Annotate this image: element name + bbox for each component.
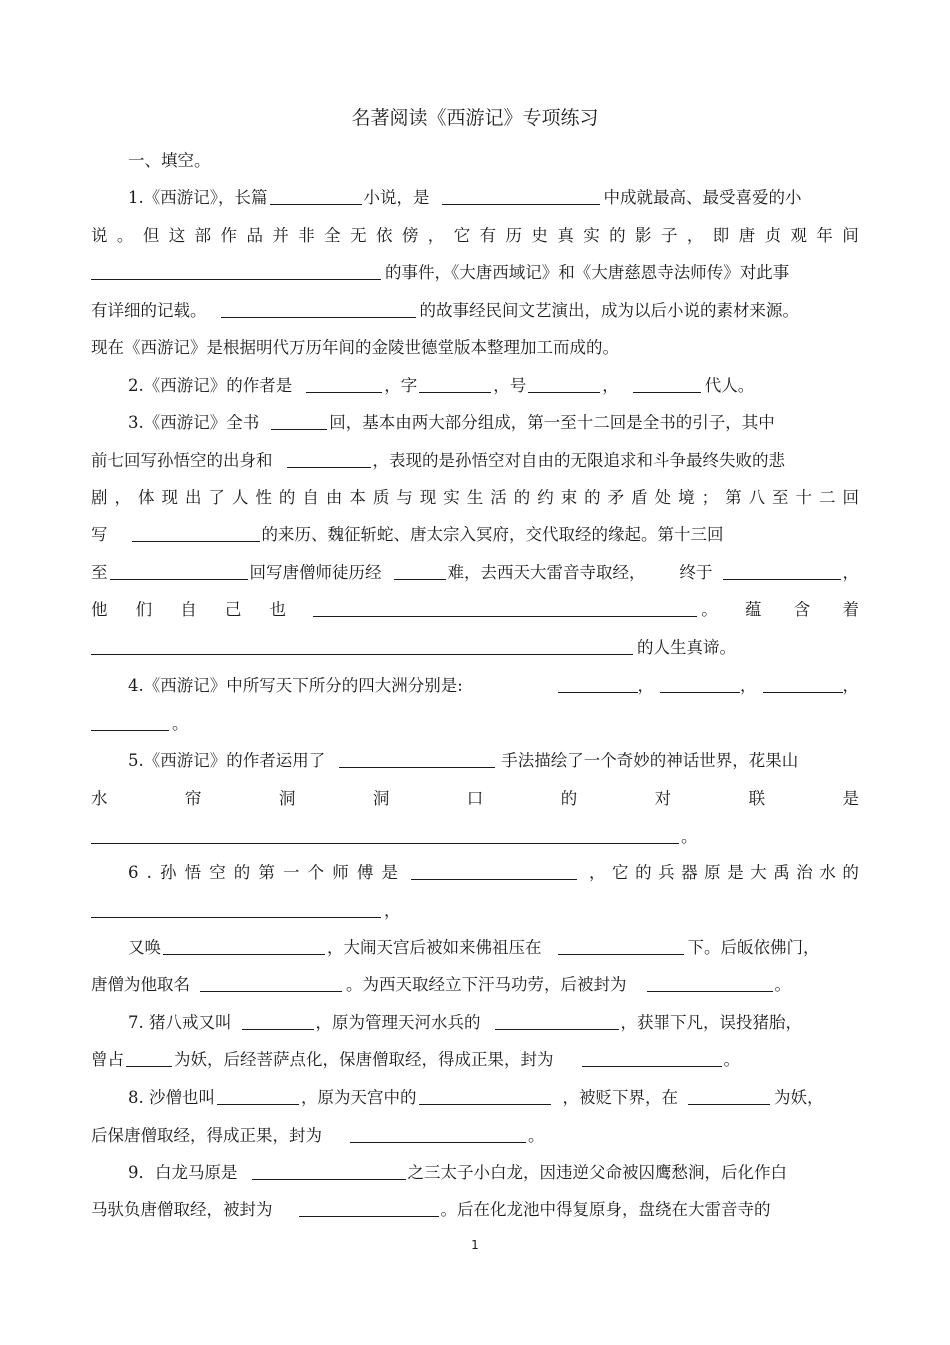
distributed-char: 回 (842, 488, 859, 507)
q3-line-6: 他 们 自 己 也 。 蕴 含 着 (91, 595, 859, 625)
distributed-char: 观 (790, 226, 807, 245)
distributed-char: 无 (350, 226, 367, 245)
answer-blank[interactable] (306, 371, 382, 393)
answer-blank[interactable] (242, 1008, 314, 1030)
distributed-char: 治 (796, 863, 813, 882)
distributed-char: 对 (654, 789, 672, 808)
distributed-char: 本 (349, 488, 366, 507)
q4-line-1: 4.《西游记》中所写天下所分的四大洲分别是: ， ， ， (128, 671, 859, 701)
distributed-char: 间 (842, 226, 859, 245)
distributed-char: 贞 (764, 226, 782, 245)
distributed-char: 个 (307, 863, 325, 882)
distributed-char: 口 (466, 789, 484, 808)
distributed-char: 质 (372, 488, 390, 507)
distributed-char: 现 (161, 488, 178, 507)
distributed-char: 洞 (372, 789, 390, 808)
q1-line-4: 有详细的记载。 的故事经民间文艺演出，成为以后小说的素材来源。 (91, 296, 859, 326)
distributed-char: 他 (91, 600, 108, 619)
distributed-char: 年 (816, 226, 833, 245)
answer-blank[interactable] (91, 709, 169, 731)
distributed-char: 师 (332, 863, 349, 882)
q5-line-2 (91, 784, 859, 814)
answer-blank[interactable] (200, 970, 342, 992)
distributed-char: 史 (531, 226, 548, 245)
distributed-char: 十 (795, 488, 813, 507)
distributed-char: ； (701, 488, 719, 507)
distributed-char: 实 (583, 226, 600, 245)
q8-line-1: 8. 沙僧也叫 ，原为天宫中的 ，被贬下界，在 为妖， (128, 1083, 859, 1113)
q1-line-5: 现在《西游记》是根据明代万历年间的金陵世德堂版本整理加工而成的。 (91, 338, 619, 357)
distributed-char: 八 (748, 488, 766, 507)
distributed-char: 的 (513, 488, 531, 507)
distributed-char: 第 (725, 488, 742, 507)
distributed-char: ， (427, 226, 445, 245)
answer-blank[interactable] (647, 970, 773, 992)
q9-line-2: 马驮负唐僧取经，被封为 。后在化龙池中得复原身，盘绕在大雷音寺的 (91, 1195, 859, 1225)
distributed-char: 含 (793, 600, 811, 619)
q1-line-2 (91, 221, 859, 251)
answer-blank[interactable] (132, 520, 260, 542)
distributed-char: 水 (91, 789, 108, 808)
distributed-char: 生 (466, 488, 484, 507)
answer-blank[interactable] (723, 558, 841, 580)
answer-blank[interactable] (558, 933, 684, 955)
distributed-char: 傍 (401, 226, 419, 245)
distributed-char: 6 (128, 863, 139, 882)
answer-blank[interactable] (419, 1083, 551, 1105)
answer-blank[interactable] (217, 1083, 299, 1105)
distributed-char: 的 (842, 863, 859, 882)
distributed-char: 悟 (184, 863, 202, 882)
distributed-char: 历 (505, 226, 522, 245)
distributed-char: 出 (184, 488, 202, 507)
answer-blank[interactable] (91, 896, 381, 918)
answer-blank[interactable] (339, 746, 495, 768)
q7-line-1: 7. 猪八戒又叫 ，原为管理天河水兵的 ，获罪下凡，误投猪胎， (128, 1008, 859, 1038)
answer-blank[interactable] (110, 558, 248, 580)
page-title: 名著阅读《西游记》专项练习 (351, 107, 599, 129)
distributed-char: 一 (283, 863, 300, 882)
distributed-char: 至 (772, 488, 789, 507)
answer-blank[interactable] (299, 1195, 439, 1217)
q3-line-1: 3.《西游记》全书 回，基本由两大部分组成，第一至十二回是全书的引子，其中 (128, 408, 859, 438)
distributed-char: 的 (584, 488, 601, 507)
answer-blank[interactable] (350, 1121, 526, 1143)
answer-blank[interactable] (313, 595, 697, 617)
distributed-char: ， (589, 863, 606, 882)
distributed-char: 孙 (159, 863, 177, 882)
q3-line-7: 的人生真谛。 (91, 633, 859, 663)
q8-line-2: 后保唐僧取经，得成正果，封为 。 (91, 1121, 859, 1151)
distributed-char: 的 (609, 226, 626, 245)
distributed-char: 实 (443, 488, 460, 507)
q6-line-4: 唐僧为他取名 。为西天取经立下汗马功劳，后被封为 。 (91, 970, 859, 1000)
distributed-char: 傅 (356, 863, 374, 882)
q5-line-3: 。 (91, 822, 859, 852)
answer-blank[interactable] (411, 858, 577, 880)
distributed-char: 与 (396, 488, 413, 507)
distributed-char: 的 (233, 863, 251, 882)
q9-line-1: 9．白龙马原是 之三太子小白龙，因违逆父命被囚鹰愁涧，后化作白 (128, 1158, 859, 1188)
distributed-char: 帘 (184, 789, 202, 808)
answer-blank[interactable] (91, 822, 679, 844)
distributed-char: 们 (135, 600, 153, 619)
answer-blank[interactable] (419, 371, 491, 393)
answer-blank[interactable] (221, 296, 416, 318)
distributed-char: 自 (302, 488, 319, 507)
distributed-char: 非 (298, 226, 315, 245)
answer-blank[interactable] (528, 371, 600, 393)
distributed-char: 原 (704, 863, 721, 882)
answer-blank[interactable] (271, 408, 327, 430)
q1-line-3: 的事件，《大唐西域记》和《大唐慈恩寺法师传》对此事 (91, 258, 859, 288)
distributed-char: 空 (209, 863, 226, 882)
distributed-char: 蕴 (745, 600, 762, 619)
distributed-char: 禹 (773, 863, 790, 882)
answer-blank[interactable] (91, 633, 633, 655)
distributed-char: 也 (269, 600, 286, 619)
distributed-char: 人 (231, 488, 249, 507)
distributed-char: 束 (560, 488, 578, 507)
distributed-char: 影 (635, 226, 652, 245)
distributed-char: 这 (168, 226, 186, 245)
distributed-char: 它 (453, 226, 471, 245)
distributed-char: 的 (560, 789, 578, 808)
answer-blank[interactable] (442, 183, 600, 205)
distributed-char: 境 (678, 488, 695, 507)
distributed-char: 自 (180, 600, 197, 619)
answer-blank[interactable] (582, 1045, 722, 1067)
distributed-char: 体 (137, 488, 155, 507)
distributed-char: 依 (375, 226, 393, 245)
distributed-char: 剧 (91, 488, 108, 507)
answer-blank[interactable] (91, 258, 381, 280)
distributed-char: 大 (750, 863, 767, 882)
distributed-char: 约 (537, 488, 554, 507)
answer-blank[interactable] (394, 558, 446, 580)
distributed-char: 第 (258, 863, 275, 882)
distributed-char: 了 (208, 488, 225, 507)
distributed-char: 真 (557, 226, 574, 245)
distributed-char: . (146, 863, 152, 882)
distributed-char: 由 (325, 488, 343, 507)
distributed-char: 全 (324, 226, 341, 245)
distributed-char: 己 (224, 600, 242, 619)
distributed-char: 它 (612, 863, 629, 882)
distributed-char: 二 (819, 488, 836, 507)
distributed-char: 盾 (631, 488, 648, 507)
distributed-char: 品 (246, 226, 263, 245)
distributed-char: 性 (255, 488, 272, 507)
answer-blank[interactable] (287, 446, 371, 468)
distributed-char: 活 (490, 488, 507, 507)
distributed-char: 的 (278, 488, 296, 507)
answer-blank[interactable] (660, 671, 740, 693)
q2-line-1: 2.《西游记》的作者是 ，字 ，号 ， 代人。 (128, 371, 859, 401)
answer-blank[interactable] (270, 183, 362, 205)
q3-line-5: 至 回写唐僧师徒历经 难，去西天大雷音寺取经， 终于 ， (91, 558, 859, 588)
distributed-char: 洞 (278, 789, 296, 808)
distributed-char: 有 (479, 226, 497, 245)
distributed-char: 并 (272, 226, 289, 245)
distributed-char: 兵 (658, 863, 675, 882)
answer-blank[interactable] (163, 933, 325, 955)
answer-blank[interactable] (688, 1083, 770, 1105)
distributed-char: ， (686, 226, 704, 245)
answer-blank[interactable] (763, 671, 843, 693)
page-number: 1 (471, 1238, 479, 1252)
distributed-char: 水 (819, 863, 836, 882)
answer-blank[interactable] (252, 1158, 406, 1180)
distributed-char: 子 (660, 226, 678, 245)
distributed-char: ， (114, 488, 131, 507)
distributed-char: 是 (842, 789, 859, 808)
q7-line-2: 曾占 为妖，后经菩萨点化，保唐僧取经，得成正果，封为 。 (91, 1045, 859, 1075)
q3-line-2: 前七回写孙悟空的出身和 ，表现的是孙悟空对自由的无限追求和斗争最终失败的悲 (91, 446, 859, 476)
q6-line-2: ， (91, 896, 859, 926)
distributed-char: 唐 (738, 226, 756, 245)
distributed-char: 是 (381, 863, 398, 882)
distributed-char: 器 (681, 863, 698, 882)
answer-blank[interactable] (558, 671, 638, 693)
distributed-char: 但 (142, 226, 160, 245)
section-heading: 一、填空。 (128, 151, 211, 170)
distributed-char: 联 (748, 789, 766, 808)
answer-blank[interactable] (126, 1045, 172, 1067)
answer-blank[interactable] (633, 371, 701, 393)
q3-line-4: 写 的来历、魏征斩蛇、唐太宗入冥府，交代取经的缘起。第十三回 (91, 520, 859, 550)
distributed-char: 着 (842, 600, 859, 619)
q6-line-3: 又唤 ，大闹天宫后被如来佛祖压在 下。后皈依佛门， (128, 933, 859, 963)
distributed-char: 现 (419, 488, 437, 507)
q4-line-2: 。 (91, 709, 859, 739)
distributed-char: 处 (654, 488, 672, 507)
distributed-char: 矛 (607, 488, 625, 507)
q3-line-3 (91, 483, 859, 513)
q1-line-1: 1.《西游记》，长篇 小说，是 中成就最高、最受喜爱的小 (128, 183, 859, 213)
q6-line-1 (128, 858, 859, 888)
answer-blank[interactable] (495, 1008, 619, 1030)
distributed-char: 的 (635, 863, 652, 882)
distributed-char: 。 (116, 226, 134, 245)
q5-line-1: 5.《西游记》的作者运用了 手法描绘了一个奇妙的神话世界，花果山 (128, 746, 859, 776)
distributed-char: 部 (194, 226, 212, 245)
distributed-char: 说 (91, 226, 108, 245)
distributed-char: 作 (220, 226, 238, 245)
distributed-char: 是 (727, 863, 744, 882)
distributed-char: 即 (712, 226, 730, 245)
